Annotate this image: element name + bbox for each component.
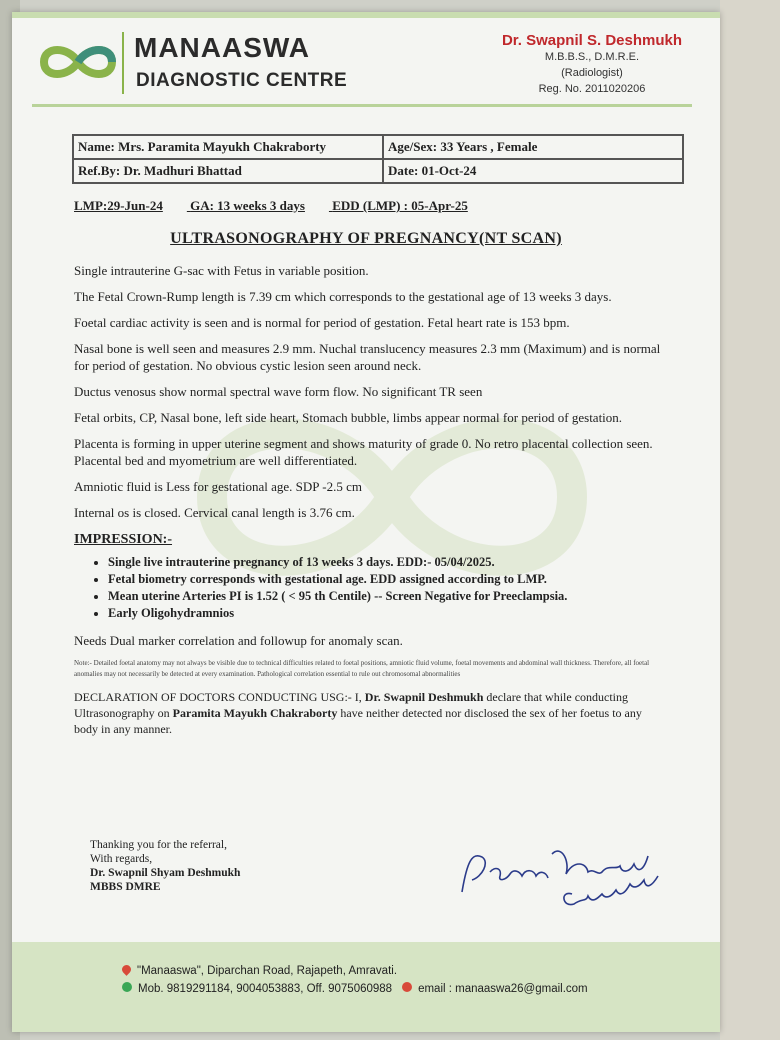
impression-item: • Early Oligohydramnios <box>108 605 664 622</box>
location-pin-icon <box>120 963 133 976</box>
signatory-name: Dr. Swapnil Shyam Deshmukh <box>90 867 241 879</box>
footer-phones: Mob. 9819291184, 9004053883, Off. 9075060988 <box>138 983 393 995</box>
declaration-part: declare that while conducting Ultrasonography on <box>74 690 629 720</box>
referred-by: Ref.By: Dr. Madhuri Bhattad <box>73 159 383 183</box>
finding: Single intrauterine G-sac with Fetus in variable position. <box>74 263 369 278</box>
declaration <box>74 689 664 737</box>
finding: Amniotic fluid is Less for gestational age. SDP -2.5 cm <box>74 479 362 494</box>
logo-divider <box>122 32 124 94</box>
footer-email: email : manaaswa26@gmail.com <box>418 983 588 995</box>
footer-contact-row <box>122 980 588 998</box>
footer-address: "Manaaswa", Diparchan Road, Rajapeth, Amravati. <box>137 965 398 977</box>
brand-name: MANAASWA <box>134 32 310 63</box>
impression-item: • Single live intrauterine pregnancy of 13 weeks 3 days. EDD:- 05/04/2025. <box>108 554 664 571</box>
patient-signature <box>442 832 682 912</box>
finding: Placenta is forming in upper uterine segment and shows maturity of grade 0. No retro placental collection seen. Placental bed and myometrium are well differentiated. <box>74 436 653 468</box>
closing-thanks: Thanking you for the referral, <box>90 839 227 851</box>
report-page <box>12 12 720 1032</box>
finding: Internal os is closed. Cervical canal length is 3.76 cm. <box>74 505 355 520</box>
footer <box>122 962 588 998</box>
declaration-doctor: Dr. Swapnil Deshmukh <box>364 690 484 704</box>
report-title: ULTRASONOGRAPHY OF PREGNANCY(NT SCAN) <box>170 230 562 247</box>
declaration-part: have neither detected nor disclosed the sex of her foetus to any body in any manner. <box>74 706 642 736</box>
infinity-logo-icon <box>36 40 120 84</box>
impression-item: • Mean uterine Arteries PI is 1.52 ( < 95 th Centile) -- Screen Negative for Preeclampsia. <box>108 588 664 605</box>
background-right <box>720 0 780 1040</box>
declaration-part: DECLARATION OF DOCTORS CONDUCTING USG:- I, <box>74 690 365 704</box>
report-body <box>74 262 664 746</box>
finding: The Fetal Crown-Rump length is 7.39 cm which corresponds to the gestational age of 13 weeks 3 days. <box>74 289 612 304</box>
doctor-role: (Radiologist) <box>561 67 623 79</box>
pregnancy-dates <box>74 198 492 214</box>
finding: Fetal orbits, CP, Nasal bone, left side heart, Stomach bubble, limbs appear normal for period of gestation. <box>74 410 623 425</box>
doctor-name: Dr. Swapnil S. Deshmukh <box>501 32 682 49</box>
signatory-qualification: MBBS DMRE <box>90 881 161 893</box>
header-separator <box>32 104 692 107</box>
whatsapp-icon <box>122 982 132 992</box>
finding: Foetal cardiac activity is seen and is normal for period of gestation. Fetal heart rate is 153 bpm. <box>74 315 570 330</box>
doctor-degrees: M.B.B.S., D.M.R.E. <box>544 51 640 63</box>
email-icon <box>402 982 412 992</box>
impression-item: • Fetal biometry corresponds with gestational age. EDD assigned according to LMP. <box>108 571 664 588</box>
patient-name: Name: Mrs. Paramita Mayukh Chakraborty <box>73 135 383 159</box>
disclaimer-note: Note:- Detailed foetal anatomy may not always be visible due to technical difficulties related to foetal positions, amniotic fluid volume, foetal movements and abdominal wall thickness. Therefore, all foetal anomalies may not necessarily be detected at every examination. Pathological correlation essential to rule out chromosomal abnormalities <box>74 659 650 678</box>
brand-subtitle: DIAGNOSTIC CENTRE <box>136 70 348 91</box>
closing-block <box>90 838 240 894</box>
lmp-date: LMP:29-Jun-24 <box>74 198 163 213</box>
closing-regards: With regards, <box>90 853 153 865</box>
doctor-reg: Reg. No. 2011020206 <box>538 83 646 95</box>
report-date: Date: 01-Oct-24 <box>383 159 683 183</box>
patient-age-sex: Age/Sex: 33 Years , Female <box>383 135 683 159</box>
advice-text: Needs Dual marker correlation and followup for anomaly scan. <box>74 633 403 648</box>
impression-list <box>74 554 664 622</box>
finding: Ductus venosus show normal spectral wave form flow. No significant TR seen <box>74 384 483 399</box>
declaration-patient: Paramita Mayukh Chakraborty <box>172 706 338 720</box>
impression-heading: IMPRESSION:- <box>74 532 173 547</box>
footer-address-row <box>122 962 588 980</box>
doctor-block <box>502 32 682 97</box>
top-band <box>12 12 720 18</box>
finding: Nasal bone is well seen and measures 2.9 mm. Nuchal translucency measures 2.3 mm (Maximum) and is normal for period of gestation. No obvious cystic lesion seen around neck. <box>74 341 661 373</box>
gestational-age: GA: 13 weeks 3 days <box>190 198 305 213</box>
patient-info-table <box>72 134 684 184</box>
edd-date: EDD (LMP) : 05-Apr-25 <box>332 198 468 213</box>
